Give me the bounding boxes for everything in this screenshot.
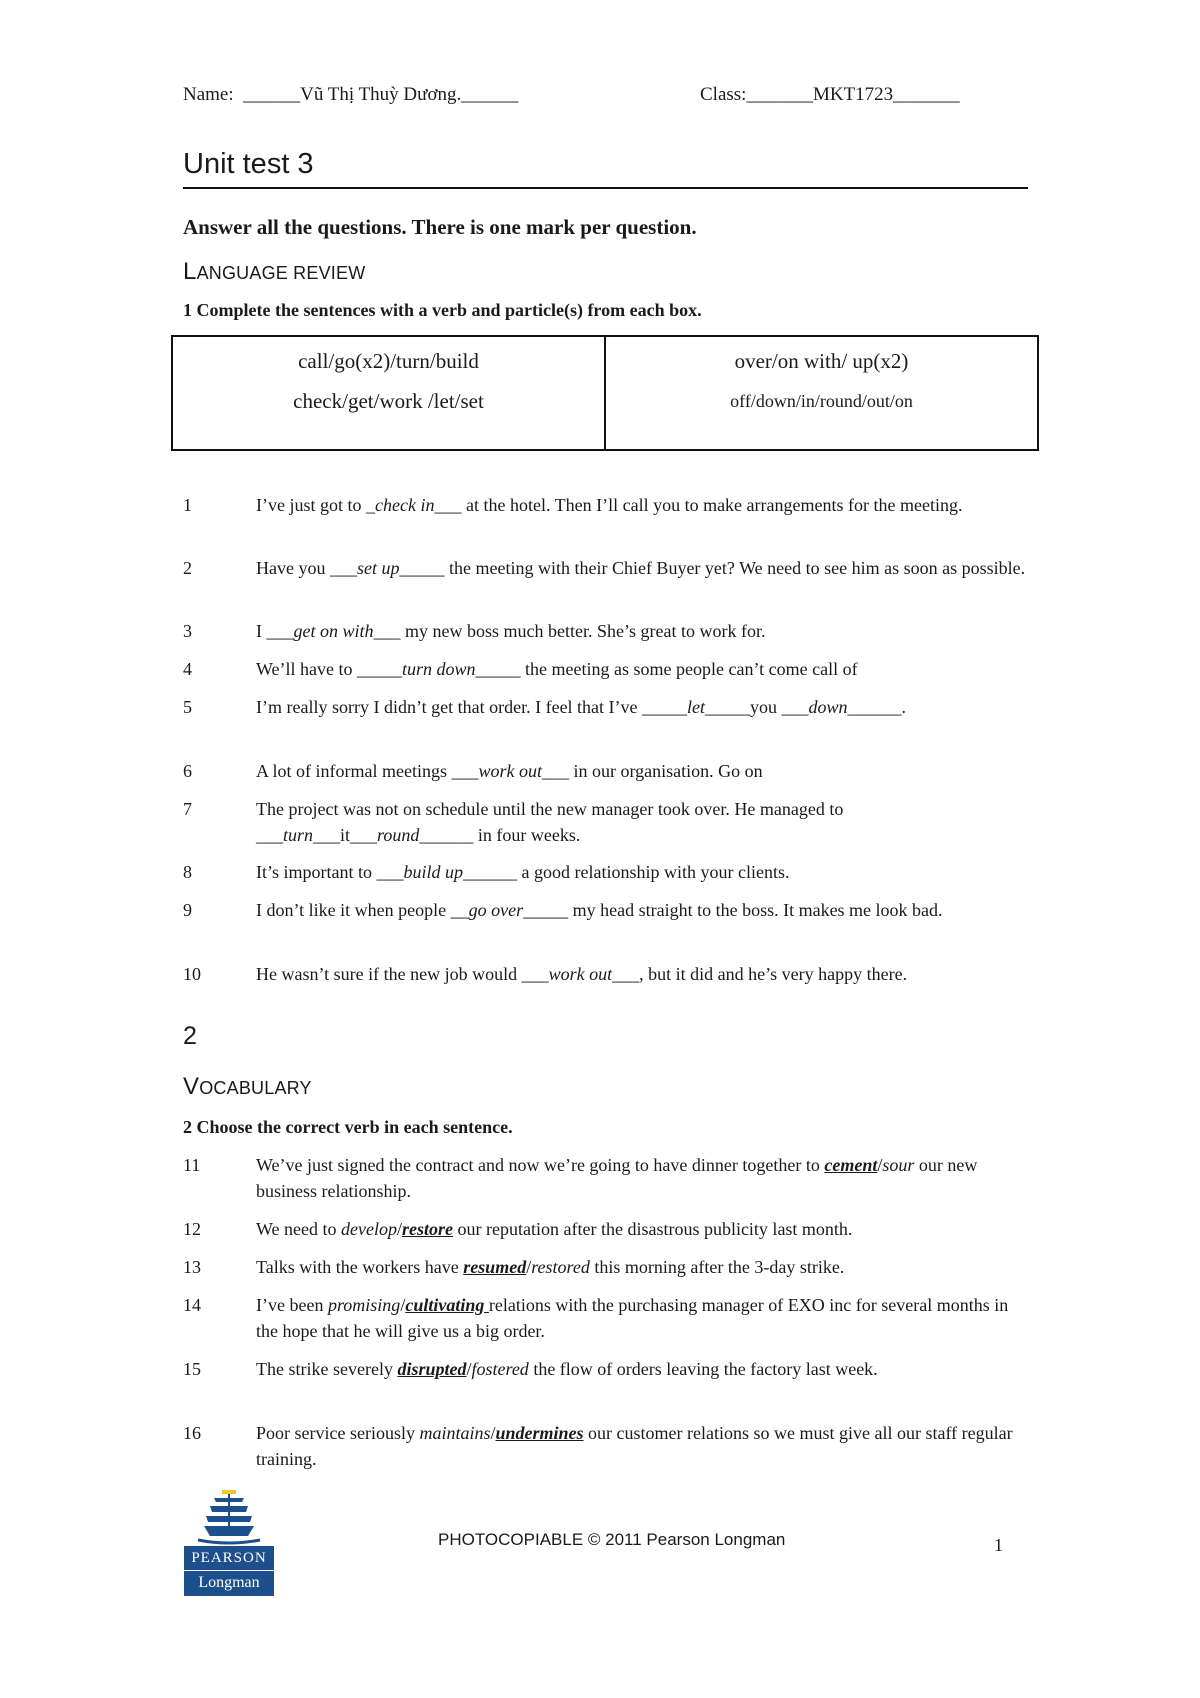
question-item xyxy=(183,618,1033,644)
copyright-notice: PHOTOCOPIABLE © 2011 Pearson Longman xyxy=(438,1530,786,1549)
section-heading-rest: ANGUAGE REVIEW xyxy=(196,263,366,283)
answer: turn xyxy=(283,825,314,845)
task-1-instruction: 1 Complete the sentences with a verb and particle(s) from each box. xyxy=(183,300,702,320)
name-value: ______Vũ Thị Thuỳ Dương.______ xyxy=(243,84,519,105)
question-text: We’ll have to _____ xyxy=(256,659,403,679)
section-heading-initial: L xyxy=(183,258,197,285)
question-text: this morning after the 3-day strike. xyxy=(589,1257,845,1277)
question-text: We need to xyxy=(256,1219,342,1239)
section-heading-initial: V xyxy=(183,1073,200,1100)
question-text: our customer relations so we must give all our staff regular training. xyxy=(256,1423,1013,1469)
verb-box xyxy=(173,337,604,449)
question-item xyxy=(183,492,1033,518)
question-text: I ___ xyxy=(256,621,294,641)
class-value: _______MKT1723_______ xyxy=(746,84,960,105)
question-text: ______. xyxy=(847,697,907,717)
question-text: Poor service seriously xyxy=(256,1423,420,1443)
question-item: 12 We need to develop/restore our reputation after the disastrous publicity last month. xyxy=(183,1216,1033,1242)
particle-box xyxy=(604,337,1037,449)
question-text: I’ve just got to _ xyxy=(256,495,375,515)
question-text: our new business relationship. xyxy=(256,1155,978,1201)
question-number: 8 xyxy=(183,862,192,882)
question-text: He wasn’t sure if the new job would ___ xyxy=(256,964,549,984)
option: restored xyxy=(531,1257,590,1277)
option-chosen: resumed xyxy=(463,1257,527,1277)
option-chosen: cement xyxy=(824,1155,878,1175)
question-text: ___ in our organisation. Go on xyxy=(541,761,763,781)
question-number: 7 xyxy=(183,799,192,819)
answer: work out xyxy=(478,761,542,781)
question-text: The strike severely xyxy=(256,1359,398,1379)
question-text: _____ my head straight to the boss. It makes me look bad. xyxy=(523,900,943,920)
question-item xyxy=(183,555,1033,581)
question-text: ___, but it did and he’s very happy there. xyxy=(612,964,908,984)
answer: build up xyxy=(403,862,464,882)
question-text: I’m really sorry I didn’t get that order. I feel that I’ve _____ xyxy=(256,697,688,717)
question-text: The project was not on schedule until the new manager took over. He managed to ___ xyxy=(256,799,844,845)
option: sour xyxy=(882,1155,915,1175)
name-label: Name: xyxy=(183,84,234,105)
answer: check in xyxy=(375,495,435,515)
question-item xyxy=(183,859,1033,885)
question-number: 6 xyxy=(183,761,192,781)
page-title: Unit test 3 xyxy=(183,148,314,180)
question-number: 13 xyxy=(183,1257,201,1277)
question-item xyxy=(183,796,1033,848)
question-text: I’ve been xyxy=(256,1295,328,1315)
question-number: 11 xyxy=(183,1155,201,1175)
section-number: 2 xyxy=(183,1022,197,1050)
question-item xyxy=(183,694,1033,720)
option-chosen: undermines xyxy=(495,1423,584,1443)
question-text: Have you ___ xyxy=(256,558,357,578)
answer: get on with xyxy=(293,621,374,641)
question-number: 4 xyxy=(183,659,192,679)
question-text: ___ my new boss much better. She’s great to work for. xyxy=(373,621,766,641)
question-text: A lot of informal meetings ___ xyxy=(256,761,479,781)
question-text: We’ve just signed the contract and now we’re going to have dinner together to xyxy=(256,1155,825,1175)
question-text: ______ a good relationship with your clients. xyxy=(463,862,790,882)
particle-list-line: over/on with/ up(x2) xyxy=(734,349,909,373)
question-item: 16 Poor service seriously maintains/undermines our customer relations so we must give all our staff regular training. xyxy=(183,1420,1033,1472)
option-chosen: restore xyxy=(402,1219,454,1239)
question-text: _____ the meeting as some people can’t come call of xyxy=(475,659,858,679)
question-text: our reputation after the disastrous publicity last month. xyxy=(453,1219,853,1239)
verb-list-line: call/go(x2)/turn/build xyxy=(298,349,479,373)
question-item: 13 Talks with the workers have resumed/restored this morning after the 3-day strike. xyxy=(183,1254,1033,1280)
logo-longman-text: Longman xyxy=(184,1571,274,1596)
logo-pearson-text: PEARSON xyxy=(184,1546,274,1570)
word-box xyxy=(171,335,1039,451)
answer: turn down xyxy=(402,659,476,679)
question-text: ___it___ xyxy=(313,825,378,845)
name-field xyxy=(183,84,518,106)
question-text: relations with the purchasing manager of EXO inc for several months in the hope that he will give us a big order. xyxy=(256,1295,1009,1341)
question-text: _____you ___ xyxy=(705,697,809,717)
class-label: Class: xyxy=(700,84,747,105)
option: maintains xyxy=(419,1423,491,1443)
question-number: 3 xyxy=(183,621,192,641)
question-text: Talks with the workers have xyxy=(256,1257,464,1277)
answer: let xyxy=(687,697,706,717)
title-divider xyxy=(183,187,1028,189)
question-number: 12 xyxy=(183,1219,201,1239)
question-text: _____ the meeting with their Chief Buyer yet? We need to see him as soon as possible. xyxy=(399,558,1026,578)
question-item: 15 The strike severely disrupted/fostered the flow of orders leaving the factory last week. xyxy=(183,1356,1033,1382)
option-chosen: disrupted xyxy=(397,1359,467,1379)
question-number: 9 xyxy=(183,900,192,920)
answer: set up xyxy=(356,558,400,578)
answer: work out xyxy=(548,964,613,984)
section-heading-vocabulary xyxy=(183,1073,312,1101)
answer: down xyxy=(808,697,848,717)
option-chosen: cultivating xyxy=(405,1295,489,1315)
task-2-instruction: 2 Choose the correct verb in each sentence. xyxy=(183,1117,513,1137)
answer: go over xyxy=(468,900,524,920)
question-number: 15 xyxy=(183,1359,201,1379)
answer: round xyxy=(377,825,420,845)
question-number: 2 xyxy=(183,558,192,578)
section-heading-rest: OCABULARY xyxy=(199,1078,312,1098)
question-number: 16 xyxy=(183,1423,201,1443)
question-text: ______ in four weeks. xyxy=(419,825,581,845)
option: fostered xyxy=(471,1359,529,1379)
question-item xyxy=(183,897,1033,923)
question-number: 5 xyxy=(183,697,192,717)
section-heading-language-review xyxy=(183,258,365,286)
class-field xyxy=(700,84,960,106)
pearson-longman-logo xyxy=(184,1488,274,1596)
option: promising xyxy=(327,1295,401,1315)
question-text: I don’t like it when people __ xyxy=(256,900,469,920)
question-text: It’s important to ___ xyxy=(256,862,404,882)
option: develop xyxy=(341,1219,397,1239)
question-item xyxy=(183,656,1033,682)
question-text: ___ at the hotel. Then I’ll call you to make arrangements for the meeting. xyxy=(434,495,963,515)
particle-list-line: off/down/in/round/out/on xyxy=(730,391,913,411)
question-item xyxy=(183,961,1033,987)
question-item xyxy=(183,758,1033,784)
verb-list-line: check/get/work /let/set xyxy=(293,389,484,413)
instruction: Answer all the questions. There is one mark per question. xyxy=(183,215,697,239)
question-number: 14 xyxy=(183,1295,201,1315)
ship-icon xyxy=(184,1488,274,1548)
question-number: 1 xyxy=(183,495,192,515)
question-item: 11 We’ve just signed the contract and now we’re going to have dinner together to cement/sour our new business relationship. xyxy=(183,1152,1033,1204)
question-text: the flow of orders leaving the factory last week. xyxy=(528,1359,878,1379)
question-number: 10 xyxy=(183,964,201,984)
question-item: 14 I’ve been promising/cultivating relations with the purchasing manager of EXO inc for several months in the hope that he will give us a big order. xyxy=(183,1292,1033,1344)
page-number: 1 xyxy=(994,1535,1003,1555)
